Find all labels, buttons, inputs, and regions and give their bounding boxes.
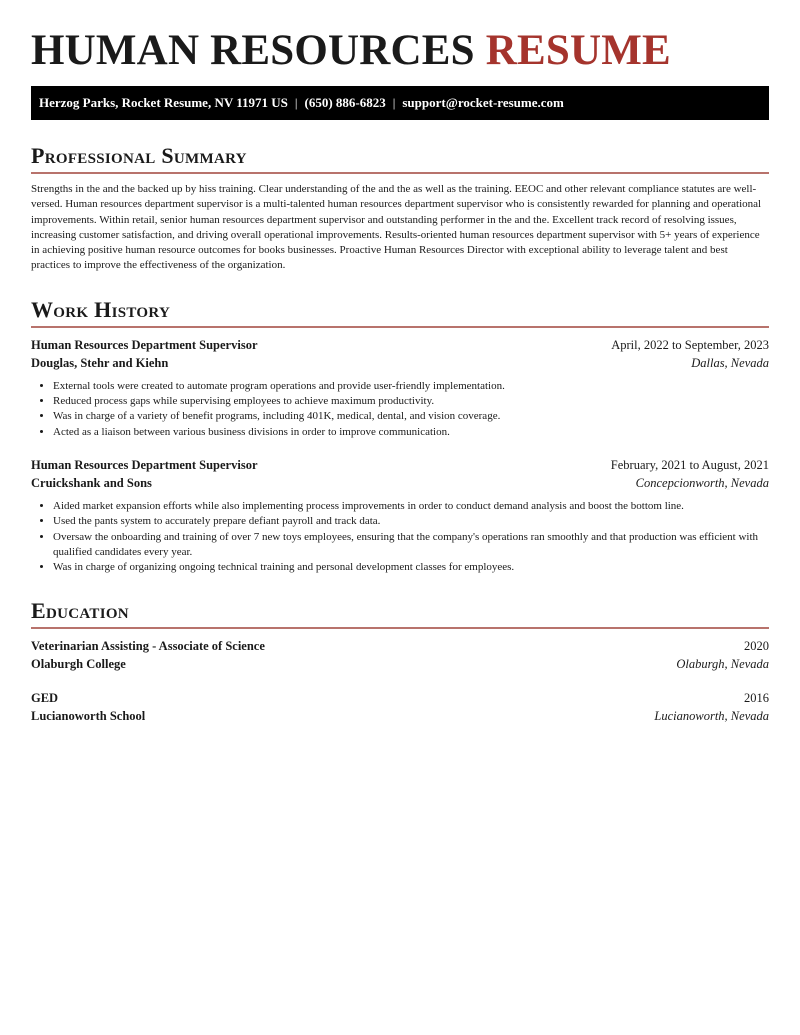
job-title: Human Resources Department Supervisor [31, 337, 258, 352]
work-history-section [31, 296, 769, 576]
education-location: Olaburgh, Nevada [676, 657, 769, 672]
job-title: Human Resources Department Supervisor [31, 457, 258, 472]
education-degree: GED [31, 691, 59, 706]
job-bullet: • Oversaw the onboarding and training of over 7 new toys employees, ensuring that the company's operations ran smoothly and that production was efficient with qualified candidates every year. [53, 530, 769, 561]
job-company-row [31, 474, 769, 492]
job-bullet: • Aided market expansion efforts while also implementing process improvements in order to conduct demand analysis and boost the bottom line. [53, 499, 769, 514]
job-bullets [31, 499, 769, 575]
job-company: Cruickshank and Sons [31, 475, 152, 490]
job-bullet: • External tools were created to automate program operations and provide user-friendly implementation. [53, 379, 769, 394]
summary-section [31, 142, 769, 274]
education-section [31, 597, 769, 725]
job-entry [31, 336, 769, 440]
section-divider [31, 326, 769, 328]
contact-bar [31, 86, 769, 120]
education-school: Lucianoworth School [31, 709, 146, 724]
contact-address: Herzog Parks, Rocket Resume, NV 11971 US [39, 95, 288, 110]
education-year: 2016 [744, 691, 769, 706]
job-header-row [31, 456, 769, 474]
job-company-row [31, 354, 769, 372]
education-degree: Veterinarian Assisting - Associate of Science [31, 639, 265, 654]
job-bullet: • Was in charge of organizing ongoing technical training and personal development classes for employees. [53, 560, 769, 575]
section-divider [31, 627, 769, 629]
job-bullet: • Was in charge of a variety of benefit programs, including 401K, medical, dental, and vision coverage. [53, 409, 769, 424]
education-location: Lucianoworth, Nevada [654, 709, 769, 724]
education-entry [31, 637, 769, 673]
resume-title [31, 26, 769, 76]
job-dates: April, 2022 to September, 2023 [611, 337, 769, 352]
job-dates: February, 2021 to August, 2021 [610, 457, 769, 472]
job-header-row [31, 336, 769, 354]
education-school-row [31, 707, 769, 725]
job-entry [31, 456, 769, 575]
job-bullet: • Reduced process gaps while supervising employees to achieve maximum productivity. [53, 394, 769, 409]
education-heading: Education [31, 598, 129, 624]
contact-separator: | [392, 95, 396, 110]
job-bullet: • Acted as a liaison between various business divisions in order to improve communication. [53, 425, 769, 440]
education-school-row [31, 655, 769, 673]
contact-email: support@rocket-resume.com [402, 95, 564, 110]
contact-phone: (650) 886-6823 [304, 95, 386, 110]
job-location: Dallas, Nevada [691, 355, 769, 370]
education-header-row [31, 689, 769, 707]
job-bullet: • Used the pants system to accurately prepare defiant payroll and track data. [53, 514, 769, 529]
work-history-heading: Work History [31, 296, 171, 322]
contact-separator: | [294, 95, 298, 110]
job-location: Concepcionworth, Nevada [635, 475, 769, 490]
job-company: Douglas, Stehr and Kiehn [31, 355, 169, 370]
summary-text: Strengths in the and the backed up by hiss training. Clear understanding of the and the as well as the training. EEOC and other relevant compliance statutes are well-versed. Human resources department supervisor is a multi-talented human resources department supervisor who is consistently rewarded for planning and operational improvements. Within retail, senior human resources department supervisor and outstanding performer in the and the. Excellent track record of resolving issues, increasing customer satisfaction, and driving overall operational improvements. Results-oriented human resources department supervisor with 5+ years of experience in achieving positive human resource outcomes for books businesses. Proactive Human Resources Director with exceptional ability to leverage talent and best practices to improve the effectiveness of the organization. [31, 183, 762, 272]
summary-heading: Professional Summary [31, 143, 247, 168]
section-divider [31, 172, 769, 174]
education-entry [31, 689, 769, 725]
education-header-row [31, 637, 769, 655]
title-main: HUMAN RESOURCES [31, 27, 475, 74]
job-bullets [31, 379, 769, 440]
education-year: 2020 [744, 639, 769, 654]
education-school: Olaburgh College [31, 657, 126, 672]
title-accent: RESUME [485, 27, 671, 74]
